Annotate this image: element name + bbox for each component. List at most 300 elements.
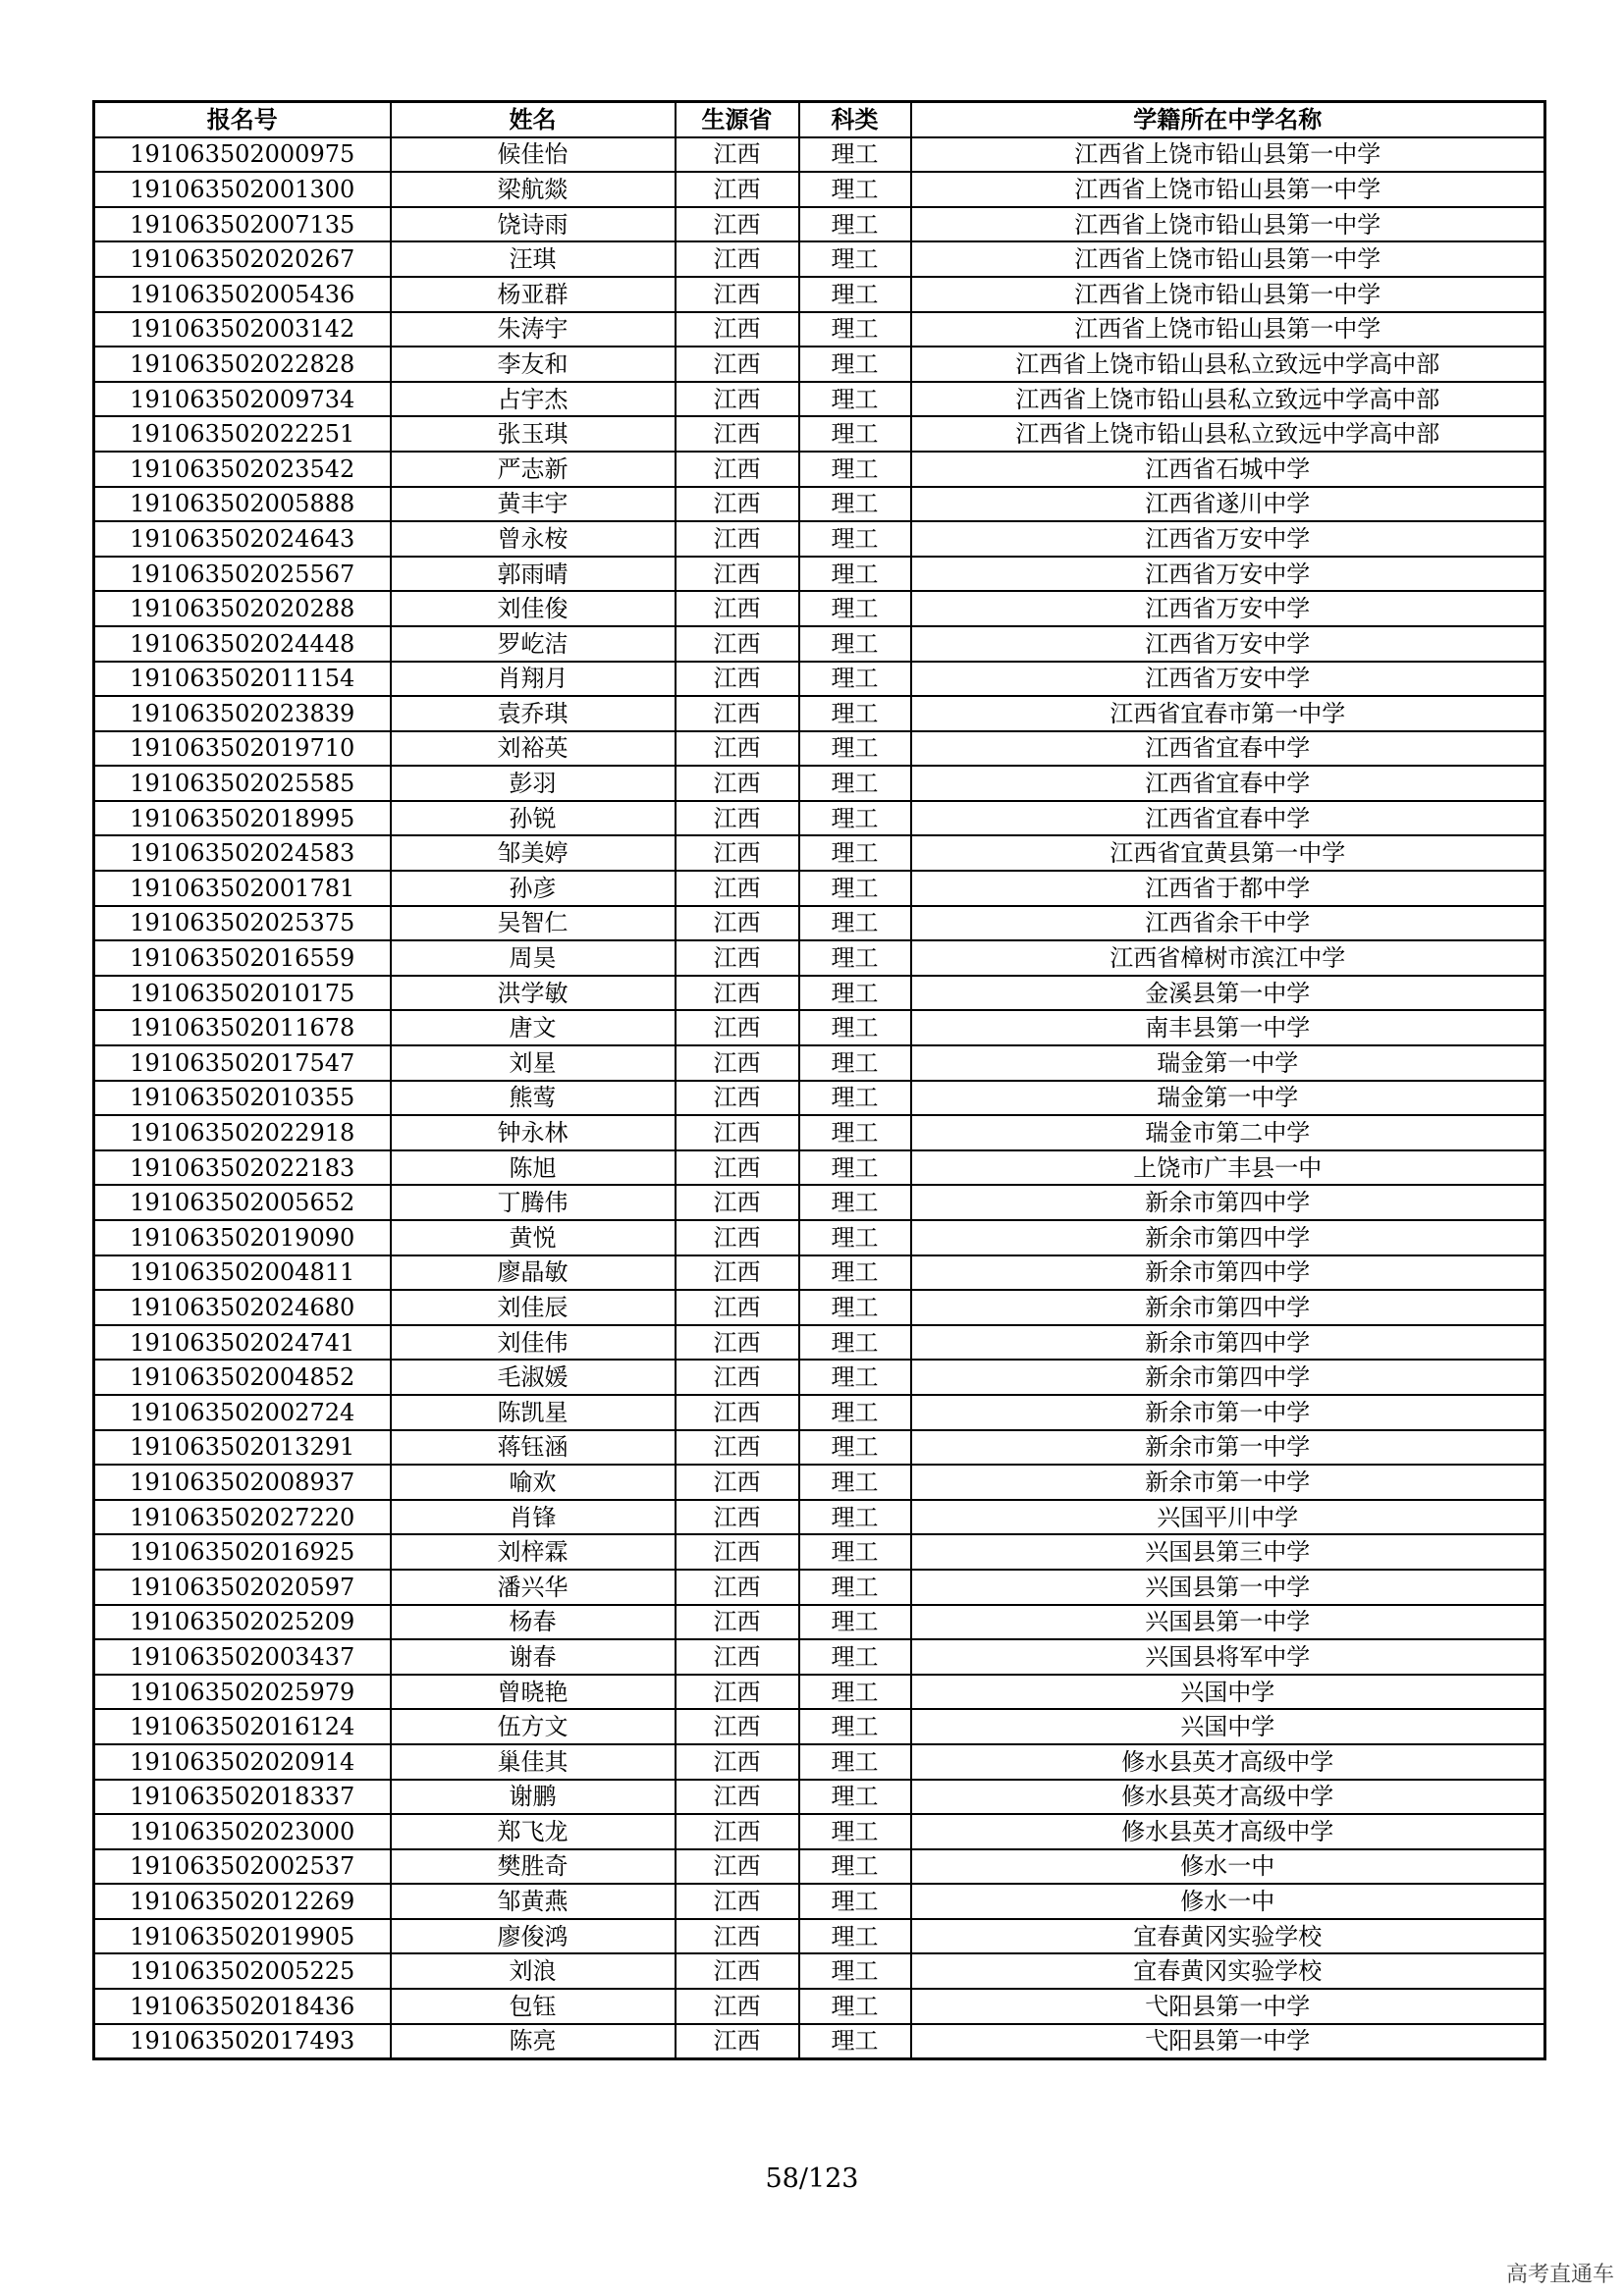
table-row <box>94 1534 1545 1570</box>
school-cell: 江西省宜春中学 <box>911 766 1545 801</box>
name-cell: 刘梓霖 <box>391 1534 676 1570</box>
category-cell: 理工 <box>799 557 911 592</box>
registration-number-cell: 191063502020267 <box>94 241 391 277</box>
registration-number-cell: 191063502005225 <box>94 1953 391 1989</box>
name-cell: 刘佳伟 <box>391 1325 676 1361</box>
province-cell: 江西 <box>676 1430 799 1466</box>
name-cell: 廖俊鸿 <box>391 1919 676 1954</box>
table-row <box>94 347 1545 382</box>
school-cell: 瑞金第一中学 <box>911 1045 1545 1081</box>
school-cell: 修水县英才高级中学 <box>911 1814 1545 1849</box>
name-cell: 曾永桉 <box>391 521 676 557</box>
table-row <box>94 1045 1545 1081</box>
registration-number-cell: 191063502019090 <box>94 1220 391 1255</box>
registration-number-cell: 191063502023000 <box>94 1814 391 1849</box>
table-row <box>94 1465 1545 1500</box>
school-cell: 新余市第一中学 <box>911 1395 1545 1430</box>
table-row <box>94 207 1545 242</box>
school-cell: 修水县英才高级中学 <box>911 1780 1545 1815</box>
table-row <box>94 1639 1545 1675</box>
registration-number-cell: 191063502022251 <box>94 416 391 452</box>
category-cell: 理工 <box>799 416 911 452</box>
registration-number-cell: 191063502019905 <box>94 1919 391 1954</box>
province-cell: 江西 <box>676 241 799 277</box>
name-cell: 彭羽 <box>391 766 676 801</box>
name-cell: 谢鹏 <box>391 1780 676 1815</box>
registration-number-cell: 191063502012269 <box>94 1884 391 1919</box>
province-cell: 江西 <box>676 1115 799 1150</box>
table-row <box>94 1744 1545 1780</box>
registration-number-cell: 191063502025375 <box>94 906 391 941</box>
province-cell: 江西 <box>676 1325 799 1361</box>
category-cell: 理工 <box>799 1570 911 1605</box>
table-row <box>94 416 1545 452</box>
table-row <box>94 1570 1545 1605</box>
province-cell: 江西 <box>676 207 799 242</box>
table-row <box>94 137 1545 173</box>
name-cell: 孙彦 <box>391 871 676 906</box>
registration-number-cell: 191063502016559 <box>94 940 391 976</box>
name-cell: 杨春 <box>391 1605 676 1640</box>
table-row <box>94 1814 1545 1849</box>
registration-number-cell: 191063502019710 <box>94 731 391 767</box>
province-cell: 江西 <box>676 1605 799 1640</box>
name-cell: 刘星 <box>391 1045 676 1081</box>
category-cell: 理工 <box>799 452 911 487</box>
registration-number-cell: 191063502000975 <box>94 137 391 173</box>
table-row <box>94 1220 1545 1255</box>
name-cell: 包钰 <box>391 1989 676 2024</box>
province-cell: 江西 <box>676 696 799 731</box>
school-cell: 江西省于都中学 <box>911 871 1545 906</box>
category-cell: 理工 <box>799 312 911 347</box>
name-cell: 唐文 <box>391 1010 676 1045</box>
province-cell: 江西 <box>676 1500 799 1535</box>
name-cell: 黄悦 <box>391 1220 676 1255</box>
table-header <box>94 102 1545 137</box>
name-cell: 丁腾伟 <box>391 1185 676 1220</box>
header-row <box>94 102 1545 137</box>
registration-number-cell: 191063502024583 <box>94 835 391 871</box>
table-row <box>94 1081 1545 1116</box>
header-category: 科类 <box>799 102 911 137</box>
name-cell: 刘裕英 <box>391 731 676 767</box>
category-cell: 理工 <box>799 1115 911 1150</box>
category-cell: 理工 <box>799 1953 911 1989</box>
province-cell: 江西 <box>676 731 799 767</box>
name-cell: 陈凯星 <box>391 1395 676 1430</box>
school-cell: 江西省上饶市铅山县第一中学 <box>911 137 1545 173</box>
table-row <box>94 662 1545 697</box>
table-row <box>94 1709 1545 1744</box>
school-cell: 瑞金市第二中学 <box>911 1115 1545 1150</box>
name-cell: 刘浪 <box>391 1953 676 1989</box>
school-cell: 兴国平川中学 <box>911 1500 1545 1535</box>
province-cell: 江西 <box>676 137 799 173</box>
name-cell: 伍方文 <box>391 1709 676 1744</box>
header-registration-number: 报名号 <box>94 102 391 137</box>
school-cell: 兴国县将军中学 <box>911 1639 1545 1675</box>
table-row <box>94 382 1545 417</box>
name-cell: 黄丰宇 <box>391 487 676 522</box>
school-cell: 修水县英才高级中学 <box>911 1744 1545 1780</box>
category-cell: 理工 <box>799 1500 911 1535</box>
category-cell: 理工 <box>799 241 911 277</box>
province-cell: 江西 <box>676 1395 799 1430</box>
name-cell: 袁乔琪 <box>391 696 676 731</box>
category-cell: 理工 <box>799 1884 911 1919</box>
name-cell: 孙锐 <box>391 801 676 836</box>
province-cell: 江西 <box>676 1045 799 1081</box>
name-cell: 罗屹洁 <box>391 626 676 662</box>
school-cell: 江西省樟树市滨江中学 <box>911 940 1545 976</box>
school-cell: 上饶市广丰县一中 <box>911 1150 1545 1186</box>
school-cell: 瑞金第一中学 <box>911 1081 1545 1116</box>
category-cell: 理工 <box>799 906 911 941</box>
name-cell: 廖晶敏 <box>391 1255 676 1291</box>
name-cell: 邹美婷 <box>391 835 676 871</box>
school-cell: 江西省万安中学 <box>911 557 1545 592</box>
category-cell: 理工 <box>799 1255 911 1291</box>
registration-number-cell: 191063502020914 <box>94 1744 391 1780</box>
school-cell: 江西省上饶市铅山县第一中学 <box>911 172 1545 207</box>
school-cell: 新余市第一中学 <box>911 1465 1545 1500</box>
province-cell: 江西 <box>676 487 799 522</box>
registration-number-cell: 191063502013291 <box>94 1430 391 1466</box>
table-row <box>94 1395 1545 1430</box>
province-cell: 江西 <box>676 976 799 1011</box>
province-cell: 江西 <box>676 662 799 697</box>
category-cell: 理工 <box>799 1605 911 1640</box>
school-cell: 兴国县第一中学 <box>911 1570 1545 1605</box>
school-cell: 江西省上饶市铅山县私立致远中学高中部 <box>911 347 1545 382</box>
category-cell: 理工 <box>799 1919 911 1954</box>
table-row <box>94 521 1545 557</box>
table-row <box>94 241 1545 277</box>
registration-number-cell: 191063502011678 <box>94 1010 391 1045</box>
name-cell: 肖翔月 <box>391 662 676 697</box>
table-row <box>94 940 1545 976</box>
registration-number-cell: 191063502004852 <box>94 1360 391 1395</box>
province-cell: 江西 <box>676 1744 799 1780</box>
registration-number-cell: 191063502016124 <box>94 1709 391 1744</box>
table-row <box>94 591 1545 626</box>
province-cell: 江西 <box>676 1884 799 1919</box>
province-cell: 江西 <box>676 766 799 801</box>
province-cell: 江西 <box>676 835 799 871</box>
category-cell: 理工 <box>799 940 911 976</box>
school-cell: 江西省万安中学 <box>911 662 1545 697</box>
province-cell: 江西 <box>676 1185 799 1220</box>
name-cell: 郑飞龙 <box>391 1814 676 1849</box>
school-cell: 江西省上饶市铅山县第一中学 <box>911 277 1545 312</box>
province-cell: 江西 <box>676 1010 799 1045</box>
table-row <box>94 835 1545 871</box>
name-cell: 陈旭 <box>391 1150 676 1186</box>
registration-number-cell: 191063502008937 <box>94 1465 391 1500</box>
category-cell: 理工 <box>799 1081 911 1116</box>
school-cell: 弋阳县第一中学 <box>911 2024 1545 2059</box>
name-cell: 郭雨晴 <box>391 557 676 592</box>
name-cell: 洪学敏 <box>391 976 676 1011</box>
category-cell: 理工 <box>799 731 911 767</box>
registration-number-cell: 191063502024680 <box>94 1290 391 1325</box>
registration-number-cell: 191063502025585 <box>94 766 391 801</box>
category-cell: 理工 <box>799 1325 911 1361</box>
table-row <box>94 1953 1545 1989</box>
school-cell: 江西省上饶市铅山县第一中学 <box>911 312 1545 347</box>
registration-number-cell: 191063502009734 <box>94 382 391 417</box>
province-cell: 江西 <box>676 416 799 452</box>
table-row <box>94 1919 1545 1954</box>
registration-number-cell: 191063502025979 <box>94 1675 391 1710</box>
table-row <box>94 766 1545 801</box>
table-row <box>94 871 1545 906</box>
province-cell: 江西 <box>676 557 799 592</box>
registration-number-cell: 191063502002537 <box>94 1849 391 1885</box>
province-cell: 江西 <box>676 1989 799 2024</box>
school-cell: 新余市第四中学 <box>911 1220 1545 1255</box>
school-cell: 修水一中 <box>911 1884 1545 1919</box>
province-cell: 江西 <box>676 940 799 976</box>
name-cell: 占宇杰 <box>391 382 676 417</box>
name-cell: 蒋钰涵 <box>391 1430 676 1466</box>
name-cell: 汪琪 <box>391 241 676 277</box>
registration-number-cell: 191063502010355 <box>94 1081 391 1116</box>
school-cell: 新余市第一中学 <box>911 1430 1545 1466</box>
category-cell: 理工 <box>799 347 911 382</box>
school-cell: 弋阳县第一中学 <box>911 1989 1545 2024</box>
name-cell: 喻欢 <box>391 1465 676 1500</box>
school-cell: 宜春黄冈实验学校 <box>911 1919 1545 1954</box>
category-cell: 理工 <box>799 1010 911 1045</box>
province-cell: 江西 <box>676 1709 799 1744</box>
province-cell: 江西 <box>676 521 799 557</box>
name-cell: 肖锋 <box>391 1500 676 1535</box>
category-cell: 理工 <box>799 1639 911 1675</box>
category-cell: 理工 <box>799 835 911 871</box>
table-row <box>94 906 1545 941</box>
category-cell: 理工 <box>799 976 911 1011</box>
name-cell: 樊胜奇 <box>391 1849 676 1885</box>
school-cell: 江西省石城中学 <box>911 452 1545 487</box>
registration-number-cell: 191063502017547 <box>94 1045 391 1081</box>
province-cell: 江西 <box>676 1639 799 1675</box>
category-cell: 理工 <box>799 801 911 836</box>
category-cell: 理工 <box>799 487 911 522</box>
name-cell: 朱涛宇 <box>391 312 676 347</box>
school-cell: 兴国中学 <box>911 1675 1545 1710</box>
school-cell: 兴国县第一中学 <box>911 1605 1545 1640</box>
province-cell: 江西 <box>676 1150 799 1186</box>
category-cell: 理工 <box>799 1814 911 1849</box>
school-cell: 修水一中 <box>911 1849 1545 1885</box>
province-cell: 江西 <box>676 1919 799 1954</box>
table-row <box>94 1115 1545 1150</box>
category-cell: 理工 <box>799 1989 911 2024</box>
registration-number-cell: 191063502001300 <box>94 172 391 207</box>
name-cell: 钟永林 <box>391 1115 676 1150</box>
table-row <box>94 731 1545 767</box>
category-cell: 理工 <box>799 1395 911 1430</box>
name-cell: 毛淑媛 <box>391 1360 676 1395</box>
registration-number-cell: 191063502018995 <box>94 801 391 836</box>
table-row <box>94 1780 1545 1815</box>
province-cell: 江西 <box>676 172 799 207</box>
province-cell: 江西 <box>676 1220 799 1255</box>
registration-number-cell: 191063502022828 <box>94 347 391 382</box>
category-cell: 理工 <box>799 696 911 731</box>
school-cell: 江西省宜春中学 <box>911 731 1545 767</box>
school-cell: 宜春黄冈实验学校 <box>911 1953 1545 1989</box>
name-cell: 梁航燚 <box>391 172 676 207</box>
table-row <box>94 1430 1545 1466</box>
category-cell: 理工 <box>799 871 911 906</box>
registration-number-cell: 191063502025567 <box>94 557 391 592</box>
category-cell: 理工 <box>799 382 911 417</box>
school-cell: 江西省宜黄县第一中学 <box>911 835 1545 871</box>
table-row <box>94 696 1545 731</box>
category-cell: 理工 <box>799 1709 911 1744</box>
roster-table <box>92 100 1546 2060</box>
table-row <box>94 626 1545 662</box>
registration-number-cell: 191063502016925 <box>94 1534 391 1570</box>
registration-number-cell: 191063502024741 <box>94 1325 391 1361</box>
registration-number-cell: 191063502007135 <box>94 207 391 242</box>
province-cell: 江西 <box>676 1953 799 1989</box>
registration-number-cell: 191063502022918 <box>94 1115 391 1150</box>
province-cell: 江西 <box>676 1290 799 1325</box>
category-cell: 理工 <box>799 1185 911 1220</box>
table-row <box>94 1884 1545 1919</box>
category-cell: 理工 <box>799 1290 911 1325</box>
registration-number-cell: 191063502024643 <box>94 521 391 557</box>
province-cell: 江西 <box>676 347 799 382</box>
category-cell: 理工 <box>799 1780 911 1815</box>
school-cell: 江西省余干中学 <box>911 906 1545 941</box>
province-cell: 江西 <box>676 1780 799 1815</box>
registration-number-cell: 191063502011154 <box>94 662 391 697</box>
table-row <box>94 487 1545 522</box>
name-cell: 刘佳辰 <box>391 1290 676 1325</box>
category-cell: 理工 <box>799 591 911 626</box>
table-row <box>94 312 1545 347</box>
registration-number-cell: 191063502003437 <box>94 1639 391 1675</box>
table-row <box>94 801 1545 836</box>
school-cell: 新余市第四中学 <box>911 1290 1545 1325</box>
registration-number-cell: 191063502002724 <box>94 1395 391 1430</box>
school-cell: 金溪县第一中学 <box>911 976 1545 1011</box>
table-row <box>94 1010 1545 1045</box>
category-cell: 理工 <box>799 1150 911 1186</box>
name-cell: 潘兴华 <box>391 1570 676 1605</box>
table-row <box>94 1605 1545 1640</box>
table-row <box>94 1675 1545 1710</box>
registration-number-cell: 191063502005888 <box>94 487 391 522</box>
category-cell: 理工 <box>799 277 911 312</box>
category-cell: 理工 <box>799 1045 911 1081</box>
school-cell: 新余市第四中学 <box>911 1255 1545 1291</box>
registration-number-cell: 191063502018436 <box>94 1989 391 2024</box>
category-cell: 理工 <box>799 1430 911 1466</box>
name-cell: 候佳怡 <box>391 137 676 173</box>
table-row <box>94 1290 1545 1325</box>
category-cell: 理工 <box>799 626 911 662</box>
province-cell: 江西 <box>676 1081 799 1116</box>
province-cell: 江西 <box>676 382 799 417</box>
province-cell: 江西 <box>676 312 799 347</box>
registration-number-cell: 191063502018337 <box>94 1780 391 1815</box>
school-cell: 新余市第四中学 <box>911 1325 1545 1361</box>
province-cell: 江西 <box>676 626 799 662</box>
table-row <box>94 1185 1545 1220</box>
category-cell: 理工 <box>799 1849 911 1885</box>
category-cell: 理工 <box>799 207 911 242</box>
table-row <box>94 1500 1545 1535</box>
school-cell: 江西省遂川中学 <box>911 487 1545 522</box>
page-number: 58/123 <box>765 2163 859 2194</box>
name-cell: 谢春 <box>391 1639 676 1675</box>
registration-number-cell: 191063502025209 <box>94 1605 391 1640</box>
name-cell: 饶诗雨 <box>391 207 676 242</box>
name-cell: 巢佳其 <box>391 1744 676 1780</box>
name-cell: 吴智仁 <box>391 906 676 941</box>
name-cell: 严志新 <box>391 452 676 487</box>
school-cell: 南丰县第一中学 <box>911 1010 1545 1045</box>
category-cell: 理工 <box>799 2024 911 2059</box>
category-cell: 理工 <box>799 1465 911 1500</box>
table-row <box>94 172 1545 207</box>
province-cell: 江西 <box>676 1814 799 1849</box>
registration-number-cell: 191063502023839 <box>94 696 391 731</box>
province-cell: 江西 <box>676 1534 799 1570</box>
name-cell: 陈亮 <box>391 2024 676 2059</box>
province-cell: 江西 <box>676 1570 799 1605</box>
table-body <box>94 137 1545 2059</box>
name-cell: 熊莺 <box>391 1081 676 1116</box>
name-cell: 邹黄燕 <box>391 1884 676 1919</box>
school-cell: 江西省宜春市第一中学 <box>911 696 1545 731</box>
school-cell: 兴国县第三中学 <box>911 1534 1545 1570</box>
school-cell: 江西省上饶市铅山县第一中学 <box>911 207 1545 242</box>
registration-number-cell: 191063502010175 <box>94 976 391 1011</box>
table-row <box>94 1325 1545 1361</box>
province-cell: 江西 <box>676 1465 799 1500</box>
name-cell: 张玉琪 <box>391 416 676 452</box>
school-cell: 江西省万安中学 <box>911 591 1545 626</box>
school-cell: 新余市第四中学 <box>911 1360 1545 1395</box>
registration-number-cell: 191063502005652 <box>94 1185 391 1220</box>
registration-number-cell: 191063502027220 <box>94 1500 391 1535</box>
registration-number-cell: 191063502020288 <box>94 591 391 626</box>
category-cell: 理工 <box>799 1534 911 1570</box>
registration-number-cell: 191063502004811 <box>94 1255 391 1291</box>
name-cell: 刘佳俊 <box>391 591 676 626</box>
name-cell: 杨亚群 <box>391 277 676 312</box>
province-cell: 江西 <box>676 1849 799 1885</box>
header-school: 学籍所在中学名称 <box>911 102 1545 137</box>
category-cell: 理工 <box>799 662 911 697</box>
school-cell: 江西省上饶市铅山县第一中学 <box>911 241 1545 277</box>
registration-number-cell: 191063502022183 <box>94 1150 391 1186</box>
province-cell: 江西 <box>676 277 799 312</box>
province-cell: 江西 <box>676 591 799 626</box>
table-row <box>94 2024 1545 2059</box>
category-cell: 理工 <box>799 1220 911 1255</box>
category-cell: 理工 <box>799 521 911 557</box>
registration-number-cell: 191063502020597 <box>94 1570 391 1605</box>
table-row <box>94 452 1545 487</box>
